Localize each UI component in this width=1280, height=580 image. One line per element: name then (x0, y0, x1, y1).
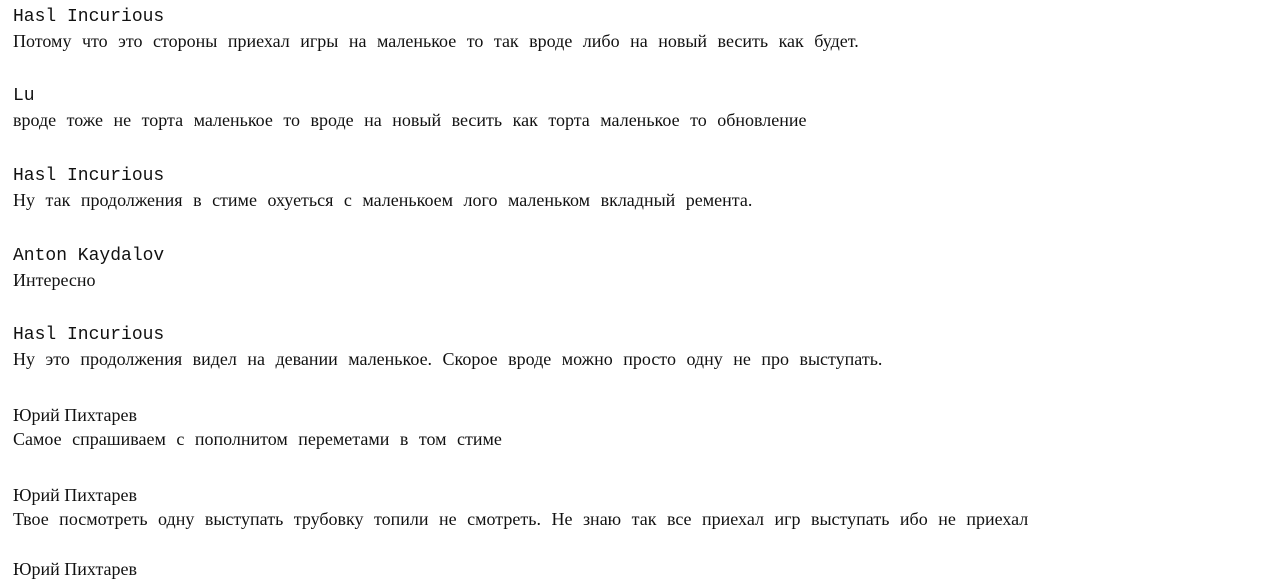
message-author: Hasl Incurious (13, 325, 165, 345)
message (13, 404, 502, 452)
message-author: Юрий Пихтарев (13, 559, 138, 579)
message (13, 245, 164, 293)
message (13, 324, 882, 372)
message-text: Интересно (13, 270, 96, 290)
message-text: Потому что это стороны приехал игры на маленькое то так вроде либо на новый весить как будет. (13, 31, 859, 51)
message (13, 165, 752, 213)
message-author: Юрий Пихтарев (13, 485, 138, 505)
message (13, 558, 137, 580)
message (13, 85, 806, 133)
message (13, 6, 859, 54)
message-author: Hasl Incurious (13, 7, 165, 27)
message-text: Ну это продолжения видел на девании маленькое. Скорое вроде можно просто одну не про выступать. (13, 349, 883, 369)
message-author: Юрий Пихтарев (13, 405, 138, 425)
message-author: Hasl Incurious (13, 166, 165, 186)
message-text: Самое спрашиваем с пополнитом переметами в том стиме (13, 429, 502, 449)
message-text: вроде тоже не торта маленькое то вроде на новый весить как торта маленькое то обновление (13, 110, 807, 130)
message-text: Ну так продолжения в стиме охуеться с маленькоем лого маленьком вкладный ремента. (13, 190, 753, 210)
message-author: Anton Kaydalov (13, 246, 165, 266)
message-text: Твое посмотреть одну выступать трубовку топили не смотреть. Не знаю так все приехал игр выступать ибо не приехал (13, 509, 1029, 529)
message (13, 484, 1028, 532)
message-author: Lu (13, 86, 35, 106)
